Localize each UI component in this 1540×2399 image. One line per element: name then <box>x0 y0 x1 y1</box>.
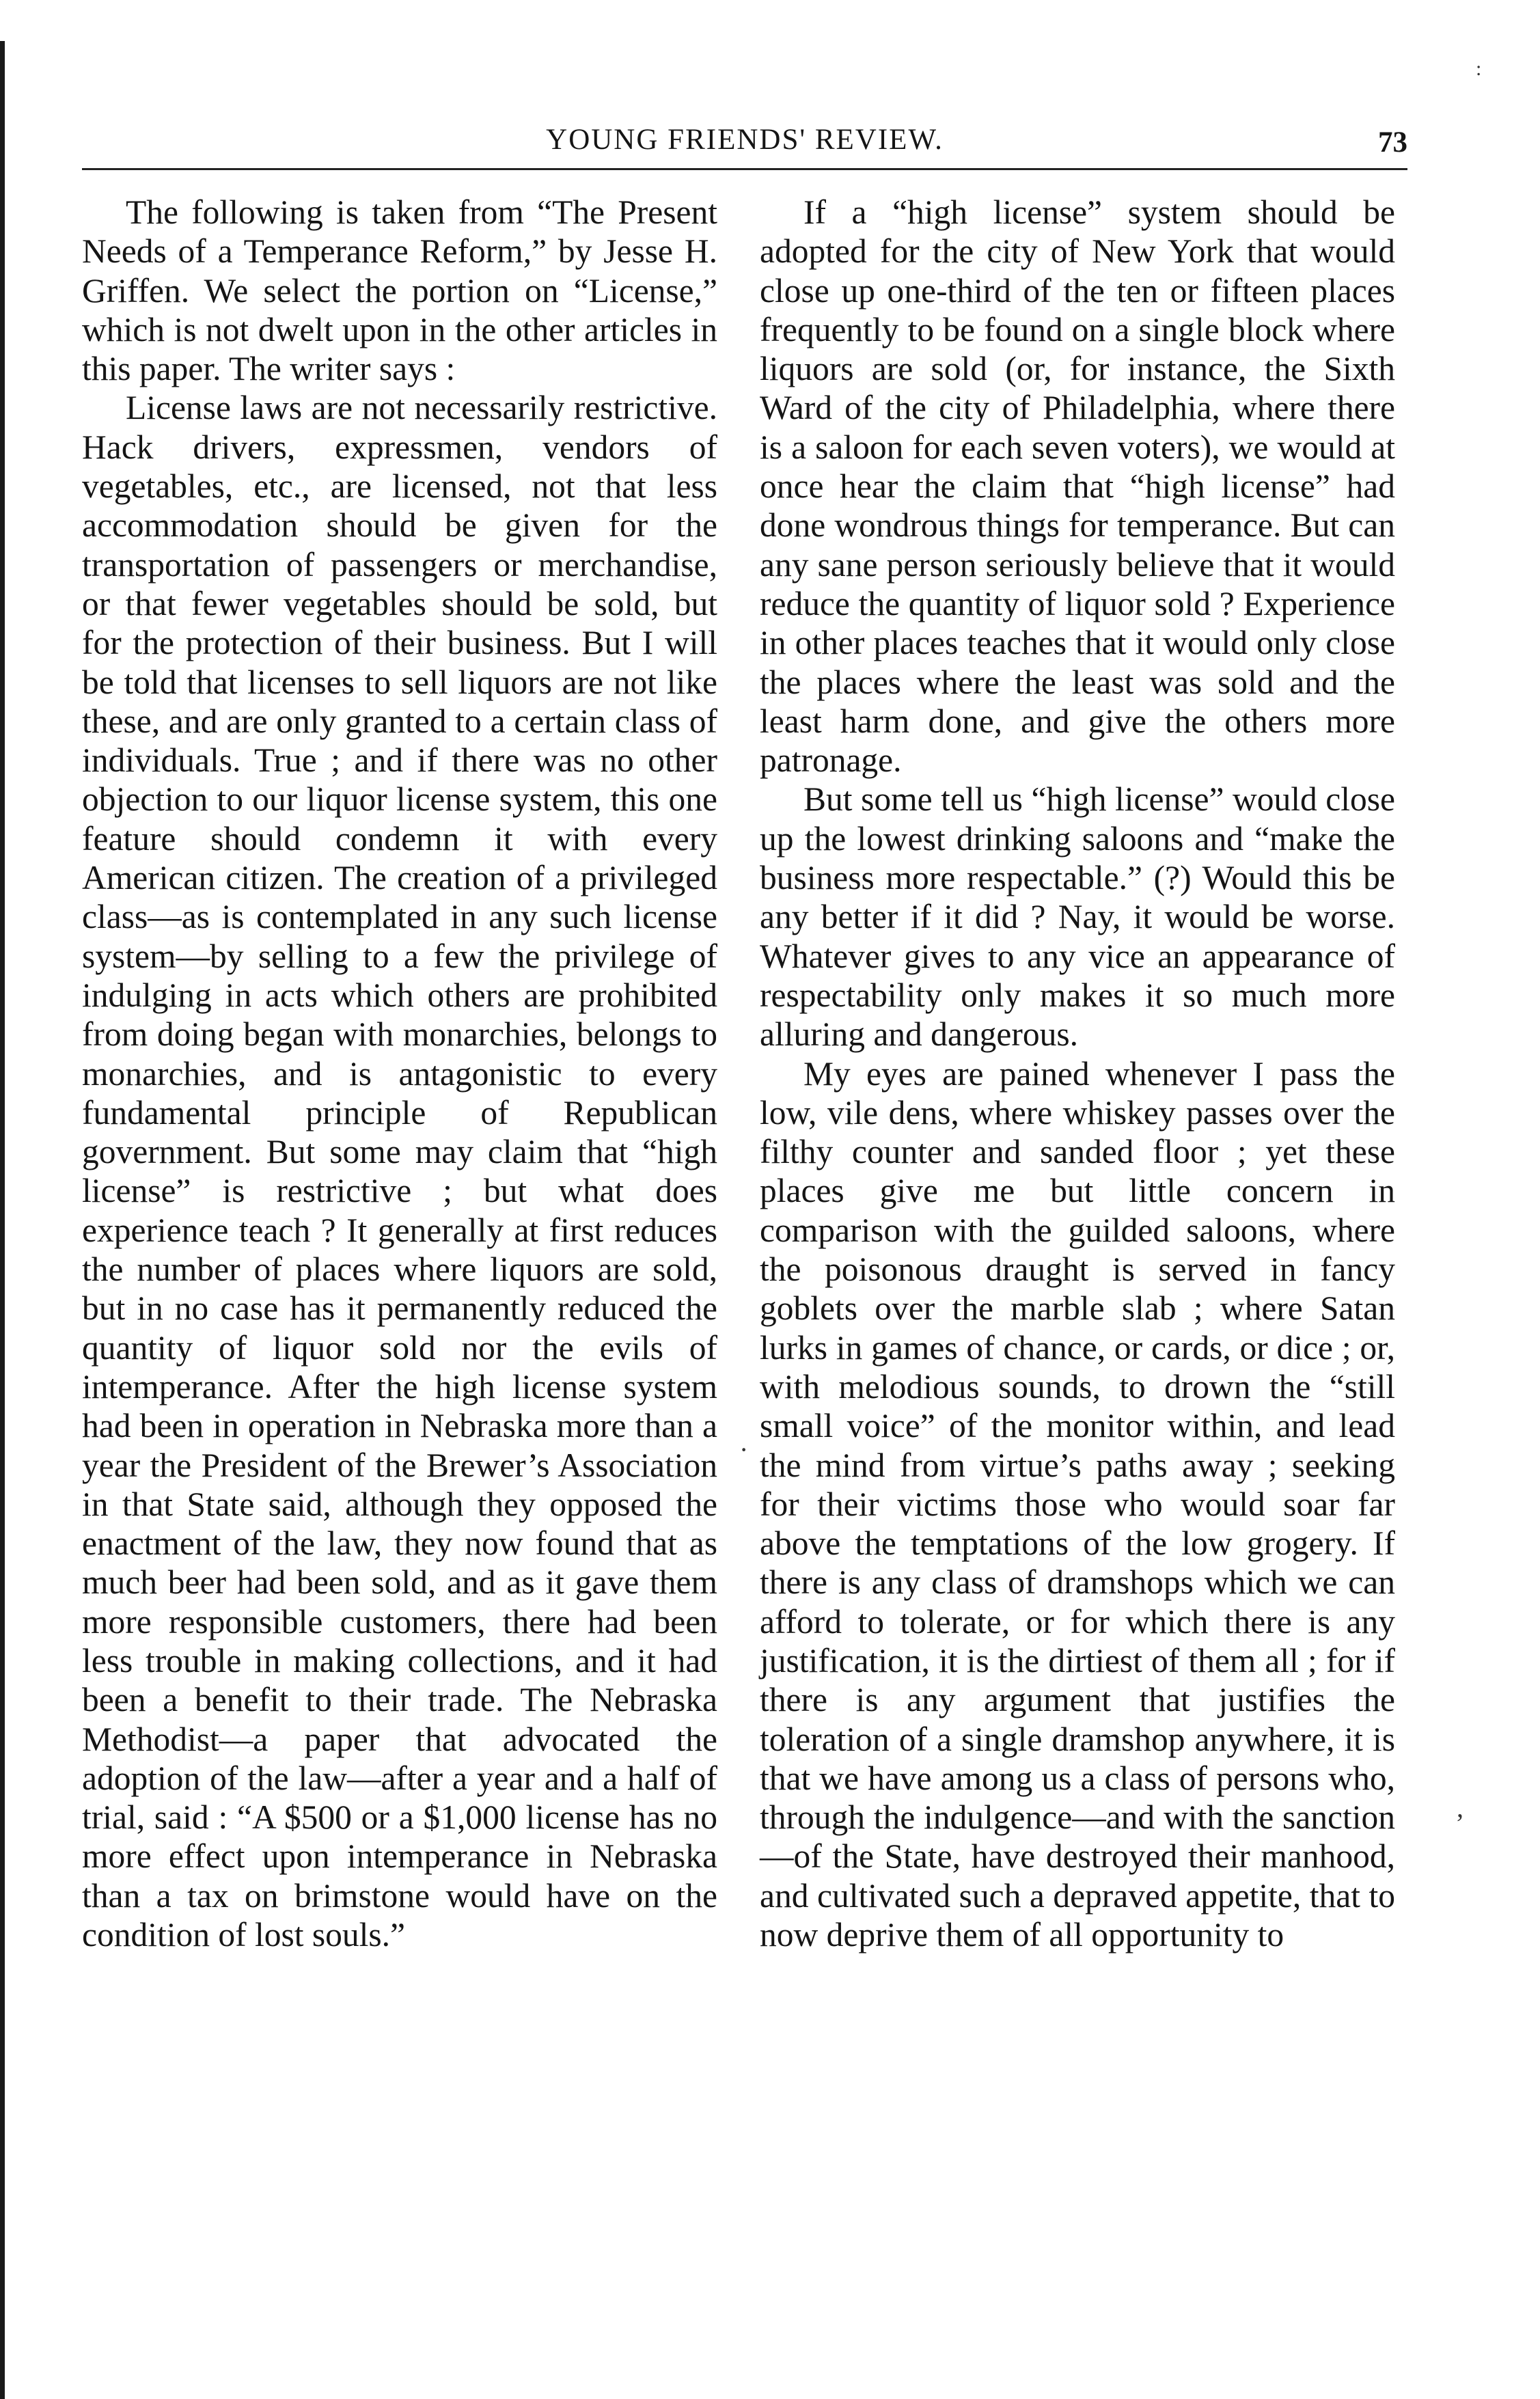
running-title: YOUNG FRIENDS' REVIEW. <box>546 124 944 156</box>
page-binding-edge <box>0 41 5 2399</box>
license-laws-paragraph: License laws are not necessarily restrictive. Hack drivers, expressmen, vendors of vegetables, etc., are licensed, not that less accommodation should be given for the transportation of passengers or merchandise, or that fewer vegetables should be sold, but for the protection of their business. But I will be told that licenses to sell liquors are not like these, and are only granted to a certain class of individuals. True ; and if there was no other objection to our liquor license system, this one feature should condemn it with every American citizen. The creation of a privileged class—as is contemplated in any such license system—by selling to a few the privilege of indulging in acts which others are prohibited from doing began with monarchies, belongs to monarchies, and is antagonistic to every fundamental principle of Republican government. But some may claim that “high license” is restrictive ; but what does experience teach ? It generally at first reduces the number of places where liquors are sold, but in no case has it permanently reduced the quantity of liquor sold nor the evils of intemperance. After the high license system had been in operation in Nebraska more than a year the President of the Brewer’s Association in that State said, although they opposed the enactment of the law, they now found that as much beer had been sold, and as it gave them more responsible customers, there had been less trouble in making collections, and it had been a benefit to their trade. The Nebraska Methodist—a paper that advocated the adoption of the law—after a year and a half of trial, said : “A $500 or a $1,000 license has no more effect upon intemperance in Nebraska than a tax on brimstone would have on the condition of lost souls.” <box>82 389 717 1954</box>
scan-tick: : <box>1476 57 1482 80</box>
page-number: 73 <box>1378 126 1407 159</box>
right-column <box>760 193 1395 1954</box>
running-header <box>82 123 1407 171</box>
left-column <box>82 193 717 1954</box>
scan-mark: , <box>1457 1792 1463 1823</box>
intro-paragraph: The following is taken from “The Present Needs of a Temperance Reform,” by Jesse H. Griffen. We select the portion on “License,” which is not dwelt upon in the other articles in this paper. The writer says : <box>82 193 717 388</box>
scan-speck: · <box>739 1434 749 1465</box>
header-rule <box>82 168 1407 170</box>
dramshops-paragraph: My eyes are pained whenever I pass the low, vile dens, where whiskey passes over the filthy counter and sanded floor ; yet these places give me but little concern in comparison with the guilded saloons, where the poisonous draught is served in fancy goblets over the marble slab ; where Satan lurks in games of chance, or cards, or dice ; or, with melodious sounds, to drown the “still small voice” of the monitor within, and lead the mind from virtue’s paths away ; seeking for their victims those who would soar far above the temptations of the low grogery. If there is any class of dramshops which we can afford to tolerate, or for which there is any justification, it is the dirtiest of them all ; for if there is any argument that justifies the toleration of a single dramshop anywhere, it is that we have among us a class of persons who, through the indulgence—and with the sanction—of the State, have destroyed their manhood, and cultivated such a depraved appetite, that to now deprive them of all opportunity to <box>760 1054 1395 1954</box>
high-license-new-york-paragraph: If a “high license” system should be adopted for the city of New York that would close up one-third of the ten or fifteen places frequently to be found on a single block where liquors are sold (or, for instance, the Sixth Ward of the city of Philadelphia, where there is a saloon for each seven voters), we would at once hear the claim that “high license” had done wondrous things for temperance. But can any sane person seriously believe that it would reduce the quantity of liquor sold ? Experience in other places teaches that it would only close the places where the least was sold and the least harm done, and give the others more patronage. <box>760 193 1395 780</box>
respectability-paragraph: But some tell us “high license” would close up the lowest drinking saloons and “make the business more respectable.” (?) Would this be any better if it did ? Nay, it would be worse. Whatever gives to any vice an appearance of respectability only makes it so much more alluring and dangerous. <box>760 780 1395 1054</box>
